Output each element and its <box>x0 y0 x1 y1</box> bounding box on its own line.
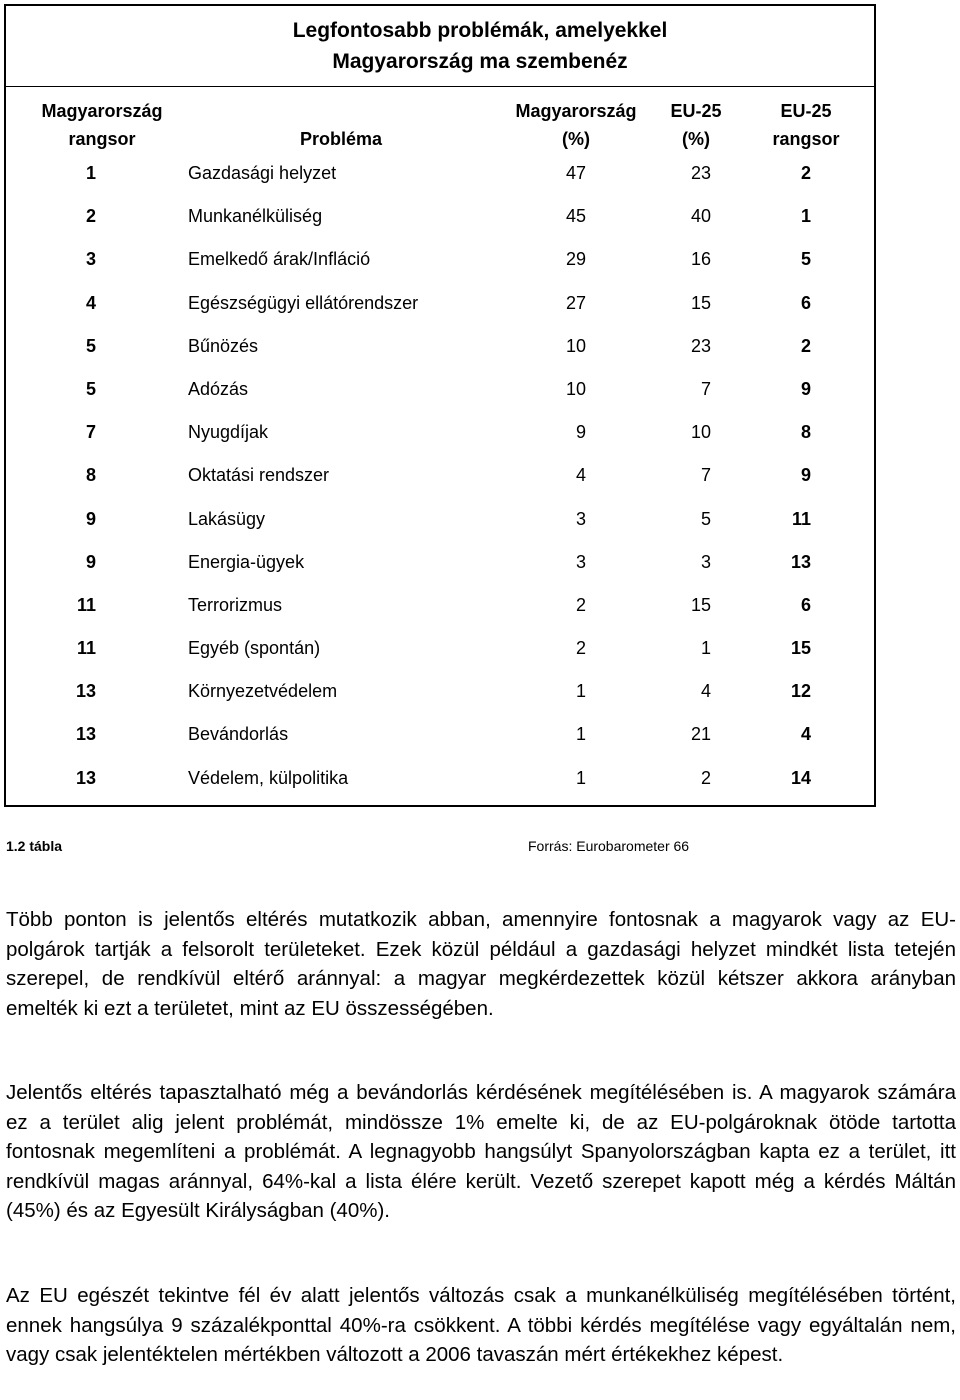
header-hu-percent: Magyarország <box>515 101 637 121</box>
cell-hu-percent: 10 <box>565 335 586 356</box>
table-row <box>6 595 874 638</box>
cell-hu-percent: 4 <box>575 465 586 486</box>
cell-eu-percent: 21 <box>690 724 711 745</box>
cell-problem: Gazdasági helyzet <box>188 163 337 183</box>
cell-hu-percent: 9 <box>575 422 586 443</box>
cell-problem: Környezetvédelem <box>188 681 338 702</box>
cell-hu-percent: 47 <box>565 163 586 183</box>
table-source: Forrás: Eurobarometer 66 <box>528 838 690 854</box>
cell-hu-percent: 3 <box>575 508 586 529</box>
problems-table <box>4 4 876 807</box>
paragraph-1: Több ponton is jelentős eltérés mutatkozik abban, amennyire fontosnak a magyarok vagy az EU-polgárok tartják a felsorolt területeket. Ezek közül például a gazdasági helyzet mindkét lista tetején szerepel, de rendkívül eltérő aránnyal: a magyar megkérdezettek közül kétszer akkora arányban emelték ki ezt a területet, mint az EU összességében. <box>6 908 956 1020</box>
cell-problem: Emelkedő árak/Infláció <box>188 249 371 270</box>
cell-eu-rank: 5 <box>800 249 811 270</box>
cell-eu-rank: 11 <box>791 508 811 529</box>
cell-problem: Oktatási rendszer <box>188 465 330 486</box>
cell-problem: Nyugdíjak <box>188 422 269 443</box>
header-eu-percent: EU-25 <box>670 101 722 121</box>
cell-hu-percent: 2 <box>575 594 586 615</box>
table-title <box>6 6 874 87</box>
table-row <box>6 249 874 292</box>
cell-eu-percent: 1 <box>700 638 711 659</box>
table-row <box>6 681 874 724</box>
cell-hu-rank: 7 <box>85 422 96 443</box>
cell-hu-rank: 1 <box>85 163 96 183</box>
cell-hu-rank: 9 <box>85 551 96 572</box>
cell-problem: Egészségügyi ellátórendszer <box>188 292 419 313</box>
cell-hu-rank: 9 <box>85 508 96 529</box>
table-row <box>6 379 874 422</box>
cell-eu-percent: 7 <box>700 465 711 486</box>
cell-hu-percent: 10 <box>565 378 586 399</box>
cell-hu-percent: 2 <box>575 638 586 659</box>
cell-problem: Adózás <box>188 378 249 399</box>
cell-eu-rank: 9 <box>800 378 811 399</box>
cell-problem: Védelem, külpolitika <box>188 767 349 788</box>
cell-eu-percent: 15 <box>690 594 711 615</box>
cell-problem: Egyéb (spontán) <box>188 638 321 659</box>
cell-eu-percent: 7 <box>700 378 711 399</box>
paragraph-2: Jelentős eltérés tapasztalható még a bevándorlás kérdésének megítélésében is. A magyarok számára ez a terület alig jelent problémát, mindössze 1% emelte ki, de az EU-polgároknak ötöde tartotta fontosnak megemlíteni a problémát. A legnagyobb hangsúlyt Spanyolországban kapta ez a terület, itt rendkívül magas aránnyal, 64%-kal a lista élére került. Vezető szerepet kapott még a kérdés Máltán (45%) és az Egyesült Királyságban (40%). <box>6 1081 956 1222</box>
cell-eu-rank: 1 <box>800 206 811 227</box>
cell-hu-percent: 27 <box>565 292 586 313</box>
table-row <box>6 552 874 595</box>
cell-problem: Munkanélküliség <box>188 206 323 227</box>
cell-hu-percent: 1 <box>575 681 586 702</box>
cell-hu-rank: 13 <box>75 724 96 745</box>
header-eu-percent-sub: (%) <box>682 129 710 149</box>
header-hu-rank-sub: rangsor <box>68 129 136 149</box>
header-eu-rank-sub: rangsor <box>772 129 840 149</box>
cell-eu-percent: 23 <box>690 163 711 183</box>
table-row <box>6 163 874 206</box>
cell-hu-rank: 5 <box>85 378 96 399</box>
cell-eu-rank: 8 <box>800 422 811 443</box>
table-row <box>6 336 874 379</box>
header-hu-percent-sub: (%) <box>562 129 590 149</box>
cell-hu-rank: 13 <box>75 767 96 788</box>
cell-problem: Energia-ügyek <box>188 551 305 572</box>
cell-eu-percent: 5 <box>700 508 711 529</box>
table-title-line-2: Magyarország ma szembenéz <box>332 50 628 73</box>
cell-eu-rank: 2 <box>800 335 811 356</box>
table-title-line-1: Legfontosabb problémák, amelyekkel <box>292 19 668 42</box>
cell-eu-rank: 6 <box>800 292 811 313</box>
table-row <box>6 509 874 552</box>
paragraph-3: Az EU egészét tekintve fél év alatt jelentős változás csak a munkanélküliség megítélésében történt, ennek hangsúlya 9 százalékponttal 40%-ra csökkent. A többi kérdés megítélése vagy egyáltalán nem, vagy csak jelentéktelen mértékben változott a 2006 tavaszán mért értékekhez képest. <box>6 1284 956 1366</box>
cell-eu-percent: 40 <box>690 206 711 227</box>
cell-hu-percent: 3 <box>575 551 586 572</box>
cell-eu-rank: 4 <box>800 724 811 745</box>
cell-hu-rank: 4 <box>85 292 96 313</box>
cell-eu-percent: 10 <box>690 422 711 443</box>
cell-eu-rank: 9 <box>800 465 811 486</box>
header-eu-rank: EU-25 <box>780 101 832 121</box>
cell-hu-rank: 11 <box>76 594 96 615</box>
cell-problem: Terrorizmus <box>188 594 283 615</box>
cell-hu-percent: 45 <box>565 206 586 227</box>
header-problem: Probléma <box>299 129 383 149</box>
table-grid <box>6 87 874 811</box>
cell-eu-percent: 4 <box>700 681 711 702</box>
table-row <box>6 724 874 767</box>
cell-hu-rank: 8 <box>85 465 96 486</box>
cell-hu-percent: 1 <box>575 767 586 788</box>
cell-problem: Lakásügy <box>188 508 266 529</box>
table-row <box>6 465 874 508</box>
table-row <box>6 206 874 249</box>
header-hu-rank: Magyarország <box>41 101 163 121</box>
cell-hu-rank: 2 <box>85 206 96 227</box>
table-header-row <box>6 87 874 163</box>
cell-eu-rank: 6 <box>800 594 811 615</box>
cell-hu-rank: 3 <box>85 249 96 270</box>
table-number: 1.2 tábla <box>6 838 63 854</box>
cell-eu-rank: 15 <box>790 638 811 659</box>
cell-eu-rank: 13 <box>790 551 811 572</box>
table-row <box>6 638 874 681</box>
table-body <box>6 163 874 811</box>
cell-problem: Bevándorlás <box>188 724 289 745</box>
cell-eu-percent: 16 <box>690 249 711 270</box>
cell-eu-percent: 3 <box>700 551 711 572</box>
cell-hu-rank: 5 <box>85 335 96 356</box>
cell-hu-rank: 13 <box>75 681 96 702</box>
cell-problem: Bűnözés <box>188 335 259 356</box>
cell-hu-percent: 29 <box>565 249 586 270</box>
cell-eu-percent: 23 <box>690 335 711 356</box>
cell-eu-rank: 14 <box>790 767 811 788</box>
cell-eu-percent: 2 <box>700 767 711 788</box>
cell-eu-percent: 15 <box>690 292 711 313</box>
table-caption <box>6 838 886 858</box>
table-row <box>6 422 874 465</box>
cell-hu-percent: 1 <box>575 724 586 745</box>
table-row <box>6 293 874 336</box>
cell-eu-rank: 2 <box>800 163 811 183</box>
cell-eu-rank: 12 <box>790 681 811 702</box>
table-row <box>6 768 874 811</box>
cell-hu-rank: 11 <box>76 638 96 659</box>
